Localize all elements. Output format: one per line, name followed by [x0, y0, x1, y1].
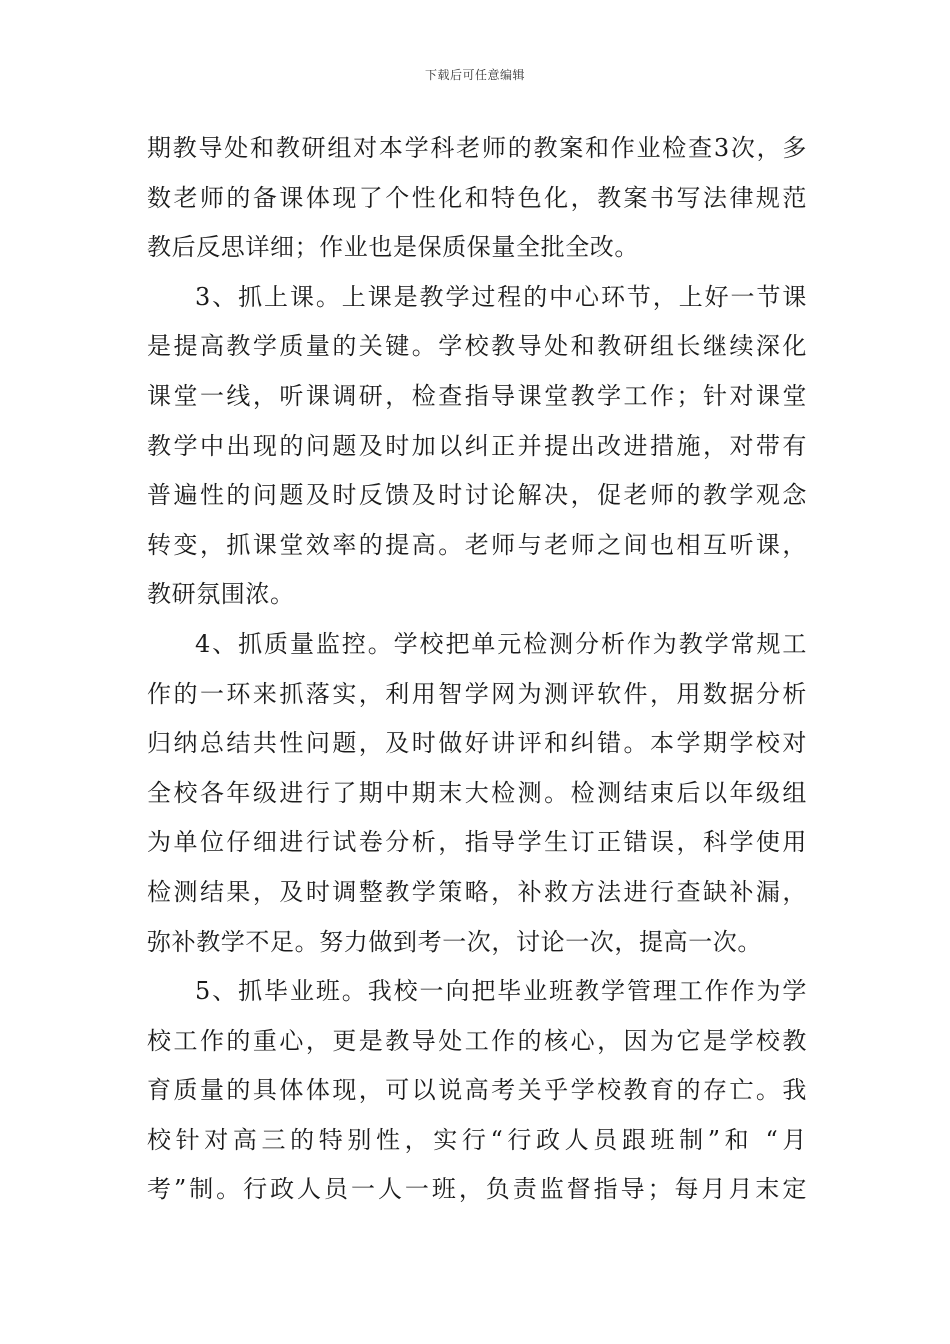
- text-line: 归纳总结共性问题，及时做好讲评和纠错。本学期学校对: [147, 729, 807, 758]
- paragraph-start-line: 5、抓毕业班。我校一向把毕业班教学管理工作作为学: [195, 977, 807, 1006]
- text-line: 校针对高三的特别性，实行“行政人员跟班制”和 “月: [147, 1125, 807, 1154]
- page-header-note: 下载后可任意编辑: [424, 68, 525, 82]
- document-body: [147, 124, 807, 1215]
- text-line: 教后反思详细；作业也是保质保量全批全改。: [147, 233, 639, 262]
- text-line: 教研氛围浓。: [147, 580, 295, 609]
- text-line: 为单位仔细进行试卷分析，指导学生订正错误，科学使用: [147, 828, 807, 857]
- text-line: 普遍性的问题及时反馈及时讨论解决，促老师的教学观念: [147, 481, 807, 510]
- text-line: 数老师的备课体现了个性化和特色化，教案书写法律规范: [147, 183, 807, 212]
- paragraph-start-line: 3、抓上课。上课是教学过程的中心环节，上好一节课: [195, 282, 807, 311]
- paragraph-start-line: 4、抓质量监控。学校把单元检测分析作为教学常规工: [195, 629, 807, 658]
- text-line: 校工作的重心，更是教导处工作的核心，因为它是学校教: [147, 1026, 807, 1055]
- text-line: 作的一环来抓落实，利用智学网为测评软件，用数据分析: [147, 679, 807, 708]
- text-line: 教学中出现的问题及时加以纠正并提出改进措施，对带有: [147, 431, 807, 460]
- text-line: 育质量的具体体现，可以说高考关乎学校教育的存亡。我: [147, 1076, 807, 1105]
- text-line: 转变，抓课堂效率的提高。老师与老师之间也相互听课，: [147, 530, 807, 559]
- text-line: 课堂一线，听课调研，检查指导课堂教学工作；针对课堂: [147, 381, 807, 410]
- text-line: 弥补教学不足。努力做到考一次，讨论一次，提高一次。: [147, 927, 762, 956]
- text-line: 检测结果，及时调整教学策略，补救方法进行查缺补漏，: [147, 877, 807, 906]
- text-line: 全校各年级进行了期中期末大检测。检测结束后以年级组: [147, 778, 807, 807]
- text-line: 期教导处和教研组对本学科老师的教案和作业检查3次，多: [147, 134, 807, 162]
- text-line: 是提高教学质量的关键。学校教导处和教研组长继续深化: [147, 332, 807, 361]
- text-line: 考”制。行政人员一人一班，负责监督指导；每月月末定: [147, 1175, 807, 1204]
